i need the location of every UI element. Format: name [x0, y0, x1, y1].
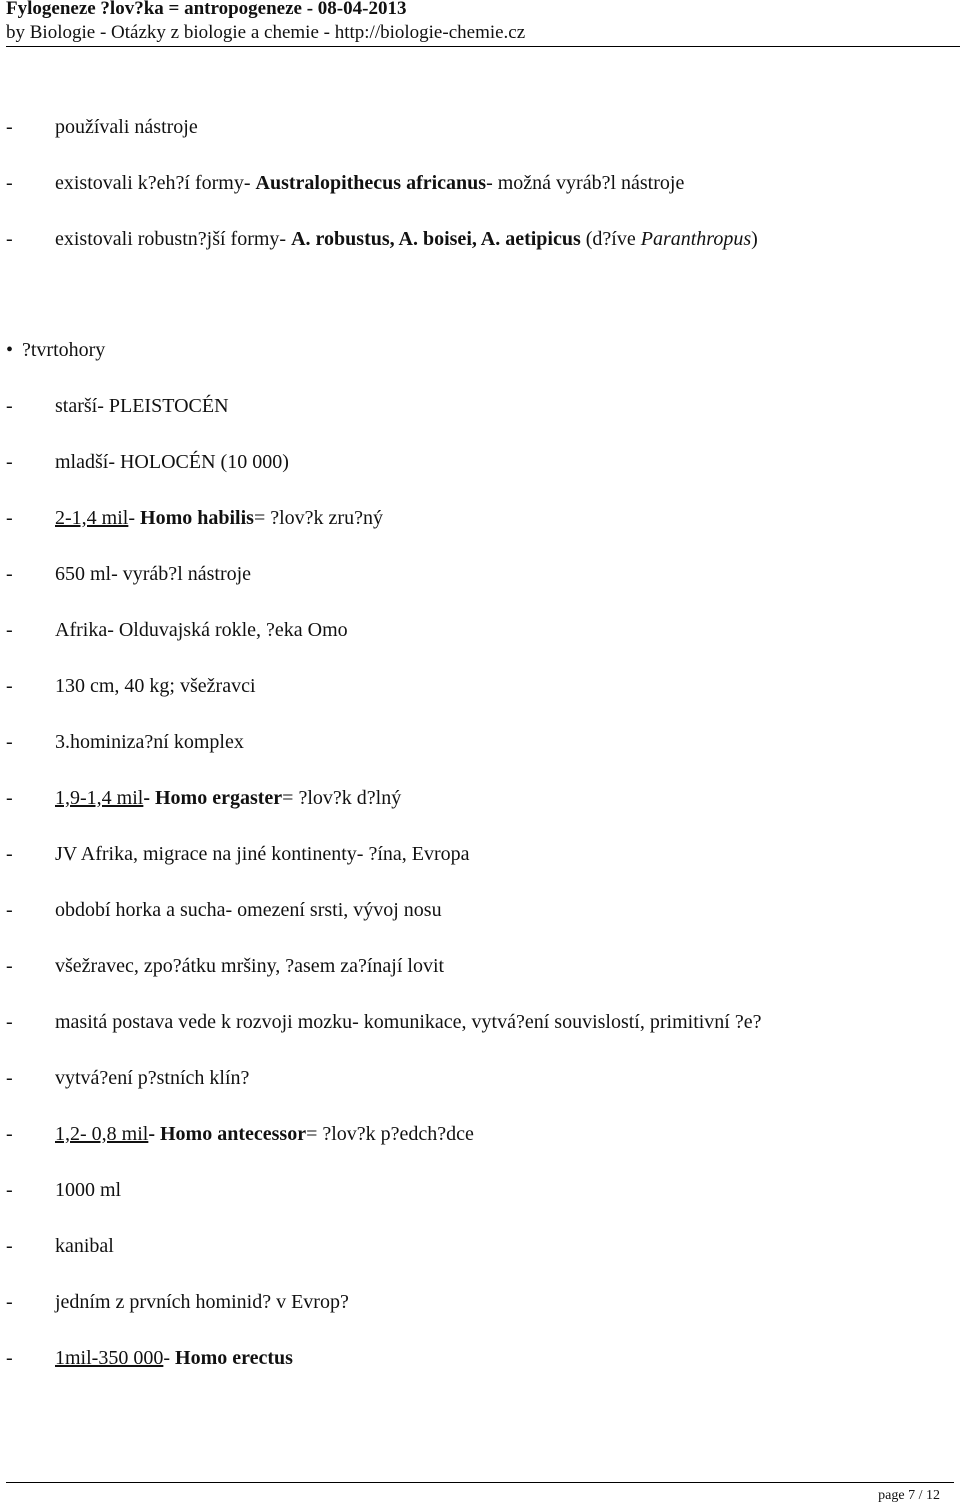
- list-text: -: [128, 507, 141, 529]
- time-range: 1,9-1,4 mil: [55, 787, 144, 809]
- list-text: 130 cm, 40 kg; všežravci: [55, 675, 256, 697]
- list-text: všežravec, zpo?átku mršiny, ?asem za?ínají lovit: [55, 955, 445, 977]
- dash-marker: -: [6, 507, 13, 529]
- list-item: [6, 1287, 349, 1317]
- list-item: [6, 1063, 249, 1093]
- list-item: [6, 1119, 474, 1149]
- species-name: Homo erectus: [175, 1347, 293, 1369]
- list-text: (d?íve: [580, 228, 641, 250]
- list-item: [6, 1343, 293, 1373]
- dash-marker: -: [6, 1011, 13, 1033]
- list-text: -: [163, 1347, 176, 1369]
- dash-marker: -: [6, 172, 13, 194]
- list-text: vytvá?ení p?stních klín?: [55, 1067, 250, 1089]
- list-item: [6, 168, 684, 198]
- list-text: existovali k?eh?í formy-: [55, 172, 256, 194]
- dash-marker: -: [6, 787, 13, 809]
- dash-marker: -: [6, 1067, 13, 1089]
- list-item: [6, 951, 444, 981]
- list-text: masitá postava vede k rozvoji mozku- komunikace, vytvá?ení souvislostí, primitivní ?e?: [55, 1011, 762, 1033]
- list-item: [6, 447, 289, 477]
- header-divider: [6, 46, 960, 47]
- list-text: starší- PLEISTOCÉN: [55, 395, 229, 417]
- dash-marker: -: [6, 1123, 13, 1145]
- list-text: existovali robustn?jší formy-: [55, 228, 292, 250]
- list-item: [6, 112, 198, 142]
- list-text: kanibal: [55, 1235, 114, 1257]
- list-item: [6, 1007, 762, 1037]
- list-text: ): [751, 228, 758, 250]
- list-item: [6, 727, 244, 757]
- list-item: [6, 839, 470, 869]
- list-text: 3.hominiza?ní komplex: [55, 731, 244, 753]
- dash-marker: -: [6, 731, 13, 753]
- list-text: Paranthropus: [640, 228, 752, 250]
- document-subtitle: by Biologie - Otázky z biologie a chemie - http://biologie-chemie.cz: [6, 22, 526, 43]
- list-text: JV Afrika, migrace na jiné kontinenty- ?ína, Evropa: [55, 843, 470, 865]
- dash-marker: -: [6, 619, 13, 641]
- list-text: jedním z prvních hominid? v Evrop?: [55, 1291, 349, 1313]
- dash-marker: -: [6, 228, 13, 250]
- list-text: 650 ml- vyráb?l nástroje: [55, 563, 252, 585]
- list-item: [6, 1231, 114, 1261]
- list-item: [6, 391, 229, 421]
- dash-marker: -: [6, 899, 13, 921]
- footer-divider: [6, 1482, 954, 1483]
- list-item: [6, 335, 105, 365]
- list-text: používali nástroje: [55, 116, 198, 138]
- list-item: [6, 1175, 121, 1205]
- time-range: 2-1,4 mil: [55, 507, 129, 529]
- species-name: - Homo ergaster: [143, 787, 283, 809]
- list-text: = ?lov?k zru?ný: [253, 507, 383, 529]
- dash-marker: -: [6, 1179, 13, 1201]
- species-name: Homo habilis: [140, 507, 254, 529]
- dash-marker: -: [6, 1291, 13, 1313]
- dash-marker: -: [6, 116, 13, 138]
- time-range: 1,2- 0,8 mil: [55, 1123, 149, 1145]
- species-name: Australopithecus africanus: [255, 172, 487, 194]
- list-item: [6, 783, 401, 813]
- list-text: mladší- HOLOCÉN (10 000): [55, 451, 289, 473]
- list-item: [6, 615, 348, 645]
- list-item: [6, 503, 383, 533]
- dash-marker: -: [6, 675, 13, 697]
- time-range: 1mil-350 000: [55, 1347, 164, 1369]
- list-text: období horka a sucha- omezení srsti, vývoj nosu: [55, 899, 442, 921]
- list-item: [6, 671, 256, 701]
- list-item: [6, 559, 251, 589]
- list-text: = ?lov?k p?edch?dce: [306, 1123, 474, 1145]
- list-text: - možná vyráb?l nástroje: [486, 172, 685, 194]
- dash-marker: -: [6, 955, 13, 977]
- page-number: page 7 / 12: [878, 1488, 940, 1503]
- dash-marker: -: [6, 1235, 13, 1257]
- document-title: Fylogeneze ?lov?ka = antropogeneze - 08-04-2013: [6, 0, 407, 19]
- species-name: - Homo antecessor: [148, 1123, 307, 1145]
- list-text: = ?lov?k d?lný: [282, 787, 402, 809]
- dash-marker: -: [6, 563, 13, 585]
- list-item: [6, 895, 442, 925]
- list-text: Afrika- Olduvajská rokle, ?eka Omo: [55, 619, 348, 641]
- bullet-marker: •: [6, 339, 14, 361]
- species-name: A. robustus, A. boisei, A. aetipicus: [291, 228, 581, 250]
- dash-marker: -: [6, 1347, 13, 1369]
- list-text: 1000 ml: [55, 1179, 122, 1201]
- list-text: ?tvrtohory: [22, 339, 106, 361]
- dash-marker: -: [6, 451, 13, 473]
- dash-marker: -: [6, 843, 13, 865]
- dash-marker: -: [6, 395, 13, 417]
- document-header: [6, 0, 960, 44]
- list-item: [6, 224, 758, 254]
